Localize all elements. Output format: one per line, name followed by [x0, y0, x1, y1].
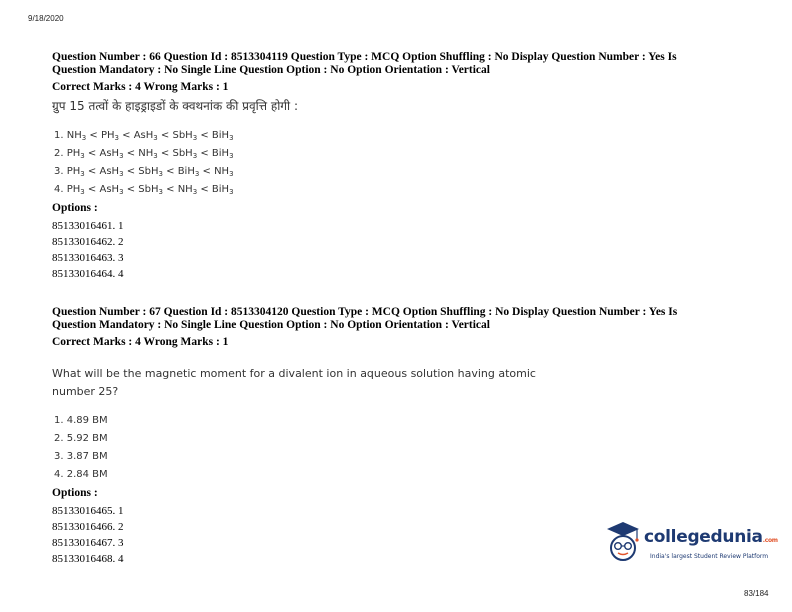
- q67-choice-3: 3. 3.87 BM: [54, 451, 108, 462]
- q67-question-text-line1: What will be the magnetic moment for a divalent ion in aqueous solution having atomic: [52, 367, 536, 380]
- q66-option-id-2: 85133016462. 2: [52, 236, 124, 248]
- q67-choice-4: 4. 2.84 BM: [54, 469, 108, 480]
- q67-option-id-1: 85133016465. 1: [52, 505, 124, 517]
- q67-meta-line1: Question Number : 67 Question Id : 8513304120 Question Type : MCQ Option Shuffling : No Display Question Number : Yes Is: [52, 306, 678, 318]
- q67-marks: Correct Marks : 4 Wrong Marks : 1: [52, 336, 229, 348]
- q66-option-id-4: 85133016464. 4: [52, 268, 124, 280]
- q66-meta-line2: Question Mandatory : No Single Line Question Option : No Option Orientation : Vertical: [52, 64, 490, 76]
- q66-marks: Correct Marks : 4 Wrong Marks : 1: [52, 81, 229, 93]
- q67-question-text-line2: number 25?: [52, 385, 119, 398]
- q67-options-label: Options :: [52, 487, 98, 499]
- q66-choice-4: 4. $PH_3 < AsH_3 < SbH_3 < NH_3 < BiH_3$: [54, 184, 234, 196]
- logo-wordmark: collegedunia.com: [644, 527, 778, 547]
- logo-tagline: India's largest Student Review Platform: [650, 553, 769, 560]
- q67-choice-1: 1. 4.89 BM: [54, 415, 108, 426]
- q67-choice-2: 2. 5.92 BM: [54, 433, 108, 444]
- q66-choice-1: 1. $NH_3 < PH_3 < AsH_3 < SbH_3 < BiH_3$: [54, 130, 234, 142]
- q66-option-id-1: 85133016461. 1: [52, 220, 124, 232]
- q66-options-label: Options :: [52, 202, 98, 214]
- q67-meta-line2: Question Mandatory : No Single Line Question Option : No Option Orientation : Vertical: [52, 319, 490, 331]
- print-date: 9/18/2020: [28, 14, 64, 23]
- logo-suffix: .com: [762, 537, 778, 544]
- q66-choice-3: 3. $PH_3 < AsH_3 < SbH_3 < BiH_3 < NH_3$: [54, 166, 234, 178]
- graduate-mascot-icon: [603, 519, 643, 565]
- q66-option-id-3: 85133016463. 3: [52, 252, 124, 264]
- q66-question-text: ग्रुप 15 तत्वों के हाइड्राइडों के क्वथनांक की प्रवृत्ति होगी :: [52, 99, 299, 113]
- q67-option-id-4: 85133016468. 4: [52, 553, 124, 565]
- q66-meta-line1: Question Number : 66 Question Id : 8513304119 Question Type : MCQ Option Shuffling : No Display Question Number : Yes Is: [52, 51, 677, 63]
- q67-option-id-2: 85133016466. 2: [52, 521, 124, 533]
- q66-choice-2: 2. $PH_3 < AsH_3 < NH_3 < SbH_3 < BiH_3$: [54, 148, 234, 160]
- page-number: 83/184: [744, 589, 769, 598]
- q67-option-id-3: 85133016467. 3: [52, 537, 124, 549]
